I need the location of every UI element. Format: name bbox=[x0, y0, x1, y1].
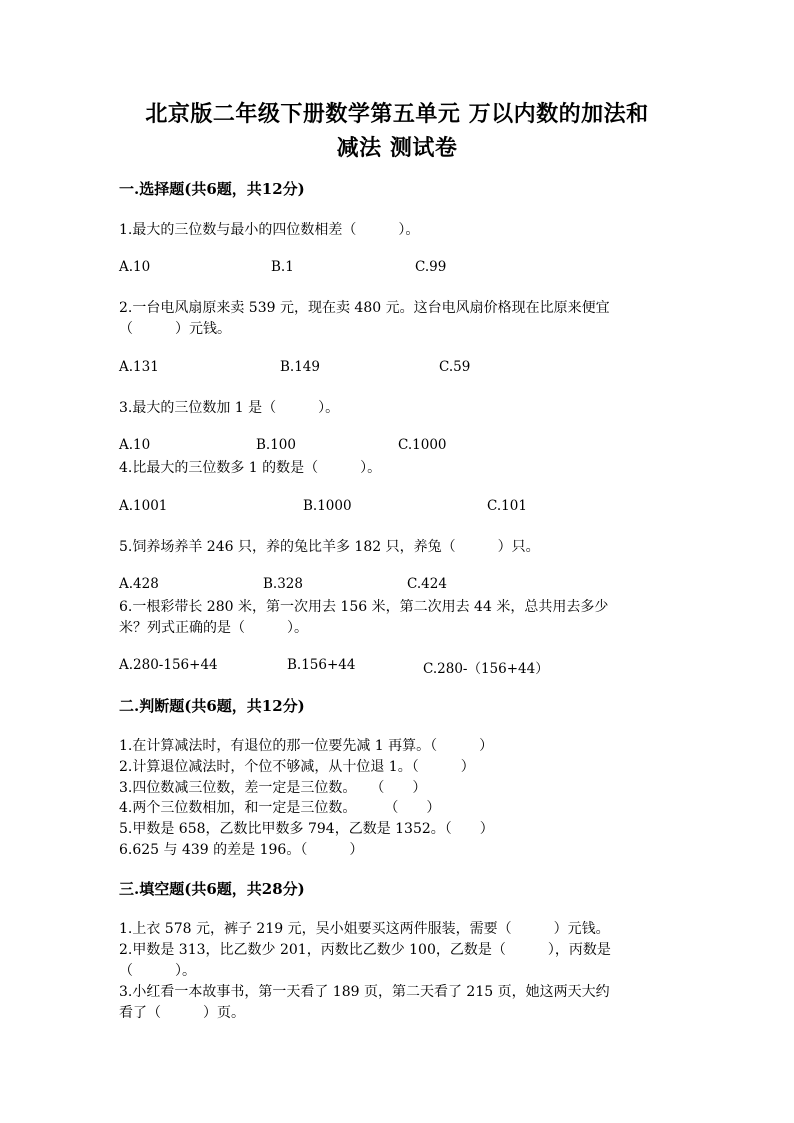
question-6-option-a: A.280-156+44 bbox=[119, 657, 218, 673]
question-6-text-line-2: 米？列式正确的是（ ）。 bbox=[119, 620, 308, 636]
judgment-item: 5.甲数是 658，乙数比甲数多 794，乙数是 1352。（ ） bbox=[119, 821, 494, 837]
question-2-text-line-1: 2.一台电风扇原来卖 539 元，现在卖 480 元。这台电风扇价格现在比原来便宜 bbox=[119, 300, 610, 316]
question-5-option-c: C.424 bbox=[407, 576, 447, 592]
question-6-option-b: B.156+44 bbox=[287, 657, 356, 673]
question-2-option-c: C.59 bbox=[439, 359, 471, 375]
question-3-option-b: B.100 bbox=[256, 437, 296, 453]
section-heading-multiple-choice: 一.选择题(共6题，共12分) bbox=[119, 180, 305, 198]
question-5-option-b: B.328 bbox=[263, 576, 303, 592]
question-4-text: 4.比最大的三位数多 1 的数是（ ）。 bbox=[119, 460, 382, 476]
question-5-text: 5.饲养场养羊 246 只，养的兔比羊多 182 只，养兔（ ）只。 bbox=[119, 539, 540, 555]
judgment-item: 1.在计算减法时，有退位的那一位要先减 1 再算。（ ） bbox=[119, 738, 494, 754]
question-3-option-a: A.10 bbox=[119, 437, 151, 453]
page-title-line-1: 北京版二年级下册数学第五单元 万以内数的加法和 bbox=[145, 101, 649, 127]
fill-in-question-2-line-1: 2.甲数是 313，比乙数少 201，丙数比乙数少 100，乙数是（ ），丙数是 bbox=[119, 942, 611, 958]
question-1-option-a: A.10 bbox=[119, 259, 151, 275]
fill-in-question-2-line-2: （ ）。 bbox=[119, 963, 196, 979]
judgment-item: 6.625 与 439 的差是 196。（ ） bbox=[119, 842, 364, 858]
question-4-option-c: C.101 bbox=[487, 498, 527, 514]
question-2-option-b: B.149 bbox=[280, 359, 320, 375]
section-heading-true-false: 二.判断题(共6题，共12分) bbox=[119, 697, 305, 715]
question-1-option-b: B.1 bbox=[271, 259, 294, 275]
question-2-text-line-2: （ ）元钱。 bbox=[119, 321, 231, 337]
judgment-item: 4.两个三位数相加，和一定是三位数。 （ ） bbox=[119, 800, 441, 816]
question-5-option-a: A.428 bbox=[119, 576, 159, 592]
question-6-text-line-1: 6.一根彩带长 280 米，第一次用去 156 米，第二次用去 44 米，总共用去多少 bbox=[119, 599, 609, 615]
page-title-line-2: 减法 测试卷 bbox=[336, 135, 458, 161]
question-3-text: 3.最大的三位数加 1 是（ ）。 bbox=[119, 400, 340, 416]
fill-in-question-1: 1.上衣 578 元，裤子 219 元，吴小姐要买这两件服装，需要（ ）元钱。 bbox=[119, 921, 610, 937]
fill-in-question-3-line-1: 3.小红看一本故事书，第一天看了 189 页，第二天看了 215 页，她这两天大约 bbox=[119, 984, 610, 1000]
section-heading-fill-in: 三.填空题(共6题，共28分) bbox=[119, 880, 305, 898]
fill-in-question-3-line-2: 看了（ ）页。 bbox=[119, 1005, 245, 1021]
question-4-option-a: A.1001 bbox=[119, 498, 168, 514]
question-1-option-c: C.99 bbox=[415, 259, 447, 275]
question-6-option-c: C.280-（156+44） bbox=[423, 661, 549, 677]
question-4-option-b: B.1000 bbox=[303, 498, 352, 514]
question-1-text: 1.最大的三位数与最小的四位数相差（ ）。 bbox=[119, 222, 420, 238]
judgment-item: 3.四位数减三位数，差一定是三位数。 （ ） bbox=[119, 780, 427, 796]
judgment-item: 2.计算退位减法时，个位不够减，从十位退 1。（ ） bbox=[119, 759, 475, 775]
question-3-option-c: C.1000 bbox=[398, 437, 447, 453]
question-2-option-a: A.131 bbox=[119, 359, 159, 375]
